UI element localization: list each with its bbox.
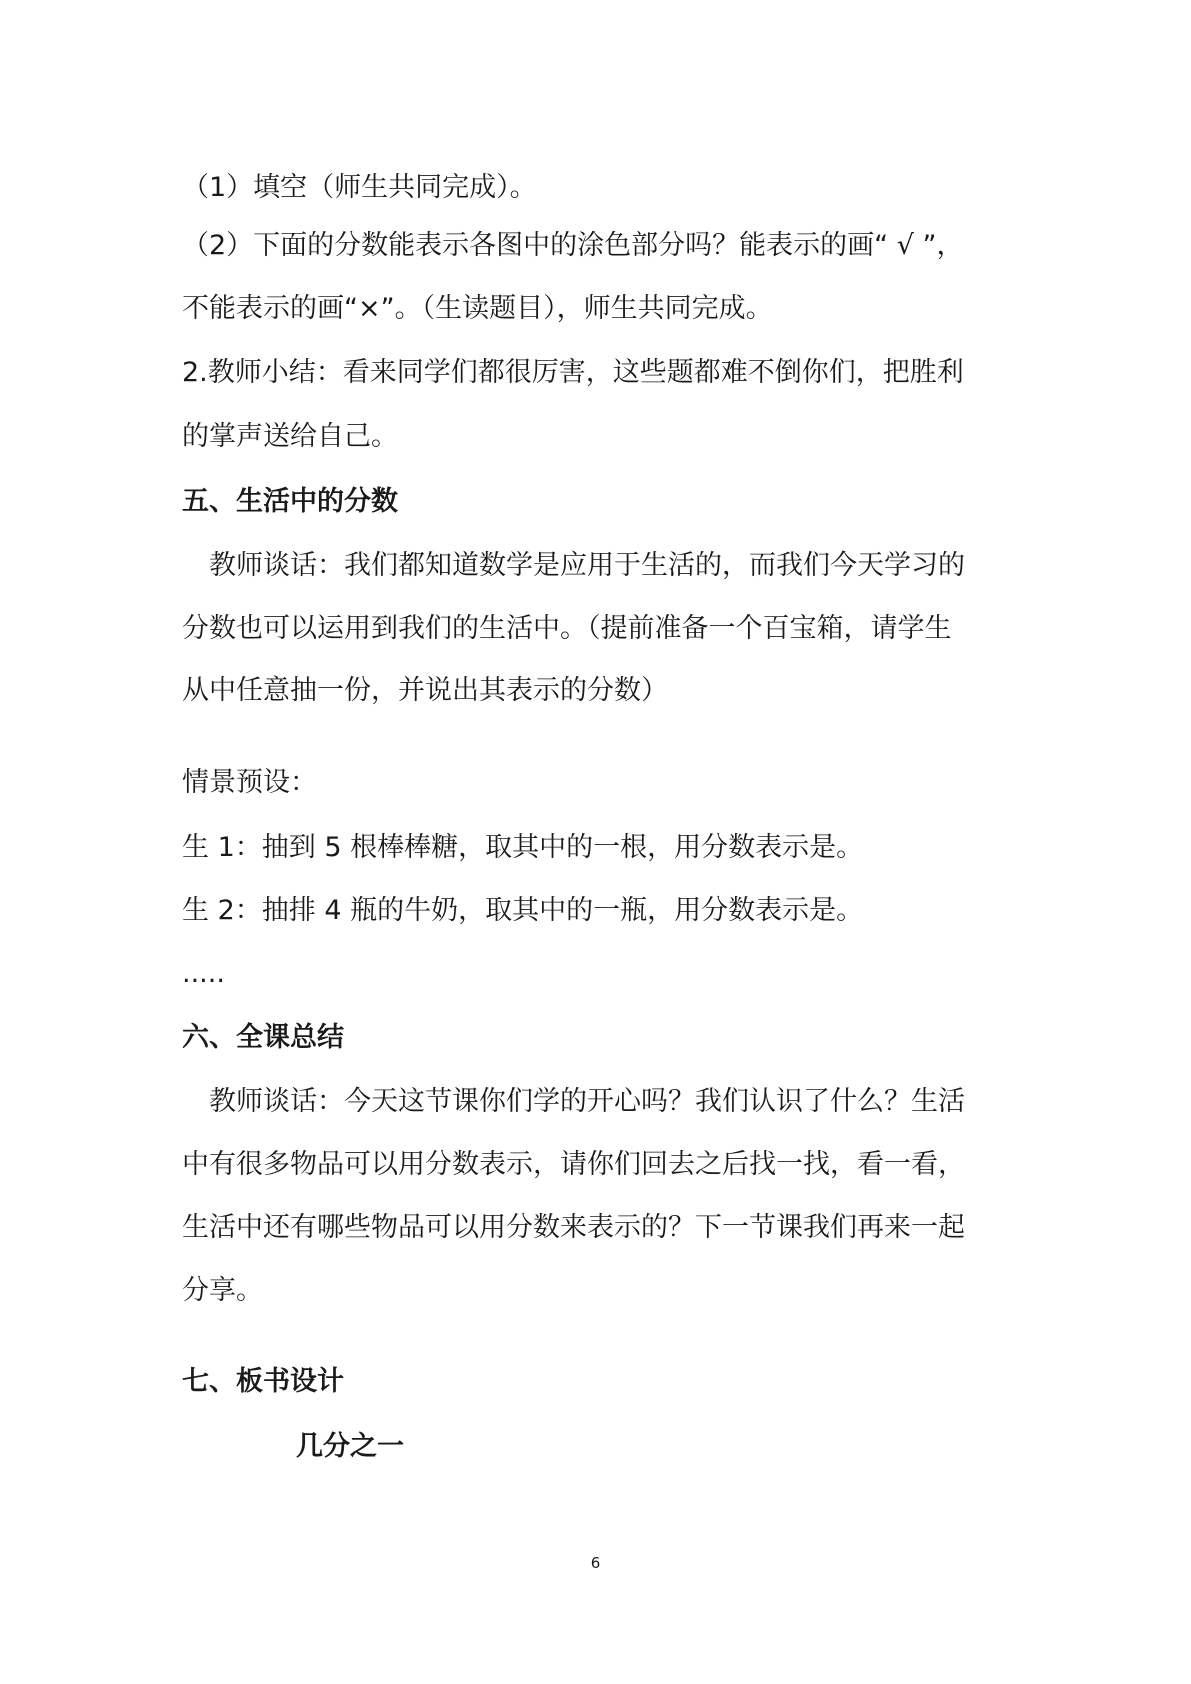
- exercise-fill-blank: （1）填空（师生共同完成）。: [182, 172, 537, 203]
- exercise-judge-line-2: 不能表示的画“×”。（生读题目），师生共同完成。: [182, 293, 773, 324]
- section6-paragraph-line-3: 生活中还有哪些物品可以用分数来表示的？下一节课我们再来一起: [182, 1212, 965, 1243]
- section6-paragraph-line-4: 分享。: [182, 1275, 263, 1306]
- page-number: 6: [590, 1554, 601, 1572]
- section-heading-7: 七、板书设计: [182, 1366, 344, 1397]
- scenario-student-1: 生 1：抽到 5 根棒棒糖，取其中的一根，用分数表示是。: [182, 832, 864, 863]
- section-heading-5: 五、生活中的分数: [182, 486, 398, 517]
- ellipsis: .....: [182, 958, 225, 989]
- section5-paragraph-line-2: 分数也可以运用到我们的生活中。（提前准备一个百宝箱，请学生: [182, 613, 952, 644]
- section5-paragraph-line-3: 从中任意抽一份，并说出其表示的分数）: [182, 675, 668, 706]
- section6-paragraph-line-1: 教师谈话：今天这节课你们学的开心吗？我们认识了什么？生活: [209, 1086, 965, 1117]
- board-design-title: 几分之一: [296, 1431, 404, 1462]
- section6-paragraph-line-2: 中有很多物品可以用分数表示，请你们回去之后找一找，看一看，: [182, 1149, 965, 1180]
- section5-paragraph-line-1: 教师谈话：我们都知道数学是应用于生活的，而我们今天学习的: [209, 550, 965, 581]
- section-heading-6: 六、全课总结: [182, 1022, 344, 1053]
- teacher-summary-line-1: 2.教师小结：看来同学们都很厉害，这些题都难不倒你们，把胜利: [182, 357, 964, 388]
- scenario-label: 情景预设：: [182, 767, 317, 798]
- scenario-student-2: 生 2：抽排 4 瓶的牛奶，取其中的一瓶，用分数表示是。: [182, 895, 864, 926]
- teacher-summary-line-2: 的掌声送给自己。: [182, 421, 398, 452]
- exercise-judge-line-1: （2）下面的分数能表示各图中的涂色部分吗？能表示的画“ √ ”，: [182, 230, 964, 261]
